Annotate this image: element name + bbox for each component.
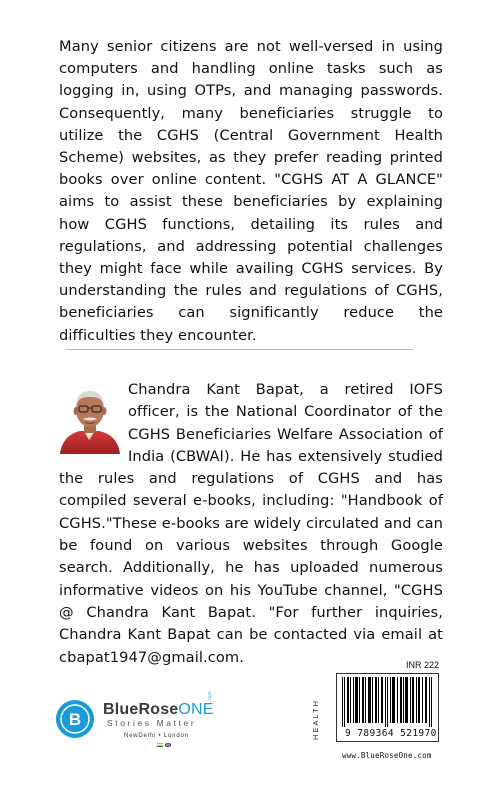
- section-divider: [66, 349, 413, 350]
- isbn-barcode: [336, 673, 439, 742]
- price-label: INR 222: [406, 660, 440, 670]
- isbn-number: 9 789364 521970: [345, 728, 437, 739]
- flags-icon: [157, 743, 171, 747]
- intro-paragraph: Many senior citizens are not well-versed in using computers and handling online tasks such as logging in, using OTPs, and managing passwords. Consequently, many beneficiaries struggle to utilize the CGHS (Central Government Health Scheme) websites, as they prefer reading printed books over online content. "CGHS AT A GLANCE" aims to assist these beneficiaries by explaining how CGHS functions, detailing its rules and regulations, and addressing potential challenges they might face while availing CGHS services. By understanding the rules and regulations of CGHS, beneficiaries can significantly reduce the difficulties they encounter.: [59, 38, 443, 344]
- author-bio: [59, 379, 443, 669]
- publisher-name: BlueRoseONE: [103, 701, 214, 718]
- publisher-website: www.BlueRoseOne.com: [342, 751, 432, 760]
- publisher-locations: NewDelhi • London: [124, 733, 189, 739]
- genre-label: HEALTH: [311, 698, 320, 740]
- author-bio-text: Chandra Kant Bapat, a retired IOFS officer, is the National Coordinator of the CGHS Beneficiaries Welfare Association of India (CBWAI). He has extensively studied the rules and regulations of CGHS and has compiled several e-books, including: "Handbook of CGHS."These e-books are widely circulated and can be found on various websites through Google search. Additionally, he has uploaded numerous informative videos on his YouTube channel, "CGHS @ Chandra Kant Bapat. "For further inquiries, Chandra Kant Bapat can be contacted via email at cbapat1947@gmail.com.: [59, 381, 443, 666]
- publisher-domain-suffix: .com: [208, 690, 213, 702]
- publisher-tagline: Stories Matter: [107, 718, 197, 728]
- svg-text:B: B: [68, 710, 82, 729]
- barcode-icon: [342, 677, 433, 727]
- bluerose-logo-icon: [55, 699, 95, 739]
- publisher-logo: [55, 690, 225, 755]
